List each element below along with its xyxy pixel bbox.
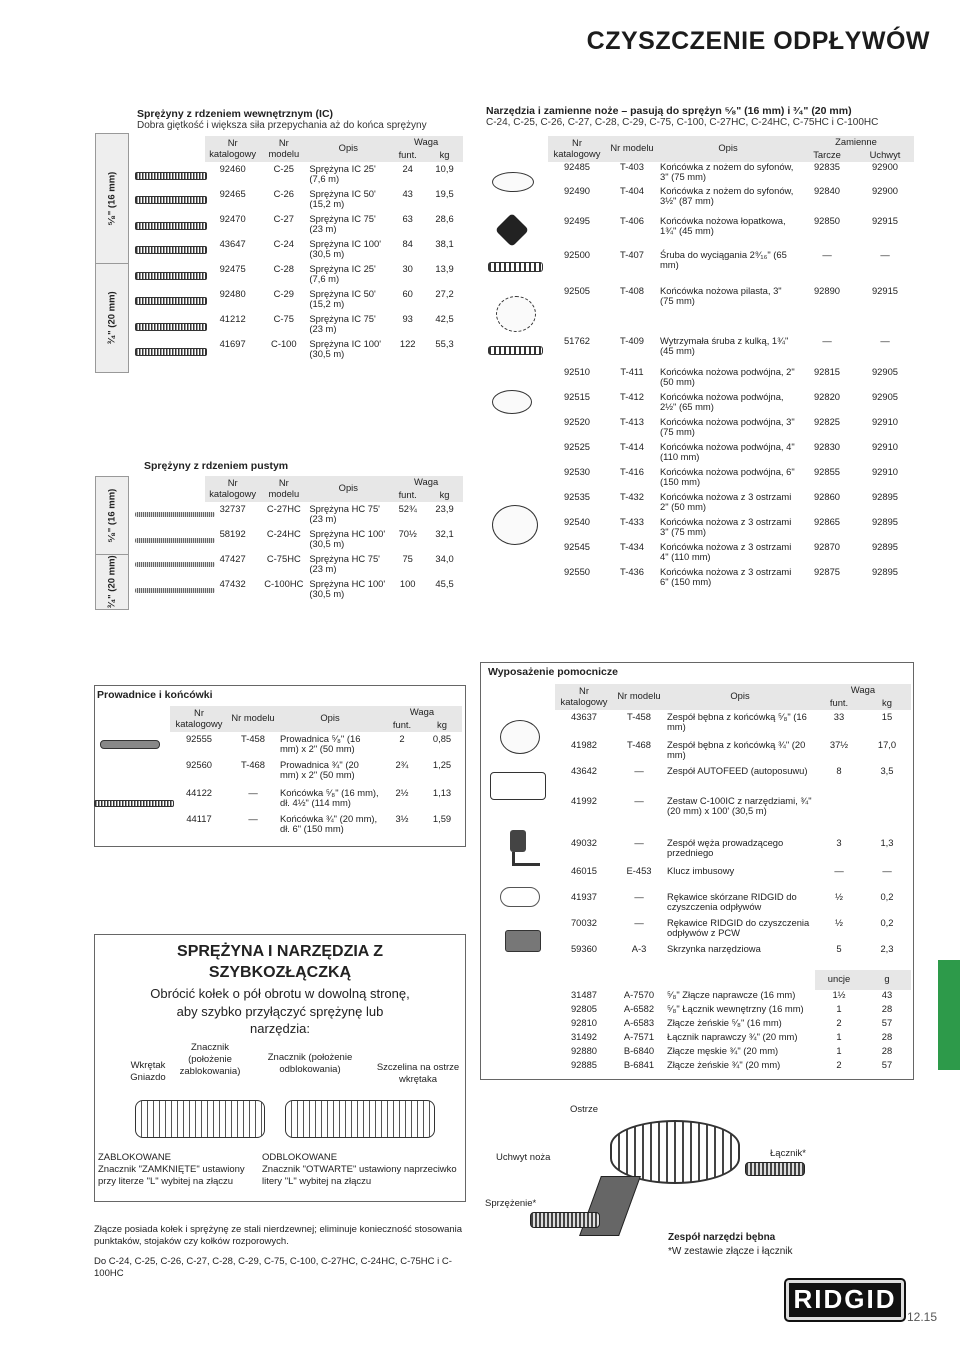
hose-image xyxy=(510,830,526,852)
col-waga: Waga xyxy=(389,476,463,489)
hc-spring-image xyxy=(135,588,215,593)
hollow-spring-table xyxy=(205,476,463,602)
col-opis: Opis xyxy=(278,706,382,732)
label-uchwyt-noza: Uchwyt noża xyxy=(496,1152,551,1163)
col-nr-katalogowy: Nr katalogowy xyxy=(205,476,260,502)
table-row: 70032 — Rękawice RIDGID do czyszczenia odpływów z PCW ½ 0,2 xyxy=(570,916,894,939)
col-opis: Opis xyxy=(307,136,389,162)
ic-spring-image xyxy=(135,272,207,280)
col-opis: Opis xyxy=(658,136,798,162)
guides-section-title: Prowadnice i końcówki xyxy=(97,689,213,701)
col-uncje: uncje xyxy=(815,970,863,990)
table-row xyxy=(555,970,911,990)
col-funt: funt. xyxy=(815,697,863,710)
col-nr-modelu: Nr modelu xyxy=(606,136,658,162)
page-number: 12.15 xyxy=(907,1310,938,1324)
table-row: 47427 C-75HC Sprężyna HC 75' (23 m) 75 34,0 xyxy=(219,552,454,575)
table-row: 92510 T-411 Końcówka nożowa podwójna, 2" (50 mm) 92815 92905 xyxy=(563,365,899,388)
col-opis: Opis xyxy=(307,476,389,502)
ic-spring-image xyxy=(135,196,207,204)
hc-spring-image xyxy=(135,562,215,567)
size-label-20mm: ³⁄₄" (20 mm) xyxy=(106,555,118,609)
table-row: 41697 C-100 Sprężyna IC 100' (30,5 m) 122 55,3 xyxy=(219,337,454,360)
ic-spring-image xyxy=(135,222,207,230)
table-row: 92880 B-6840 Złącze męskie ¾" (20 mm) 1 28 xyxy=(570,1044,893,1056)
table-row: 92540 T-433 Końcówka nożowa z 3 ostrzami 3" (75 mm) 92865 92895 xyxy=(563,515,899,538)
accessories-table xyxy=(555,684,911,1074)
table-row: 41212 C-75 Sprężyna IC 75' (23 m) 93 42,5 xyxy=(219,312,454,335)
page-title: CZYSZCZENIE ODPŁYWÓW xyxy=(586,27,930,55)
three-blade-cutter-image xyxy=(492,505,538,545)
label-wkretak: Wkrętak Gniazdo xyxy=(130,1060,166,1083)
accessories-section-title: Wyposażenie pomocnicze xyxy=(488,666,618,678)
label-lacznik: Łącznik* xyxy=(770,1148,806,1159)
table-row: 92495 T-406 Końcówka nożowa łopatkowa, 1¾" (45 mm) 92850 92915 xyxy=(563,214,899,237)
col-kg: kg xyxy=(426,489,463,502)
table-row: 92485 T-403 Końcówka z nożem do syfonów, 3" (75 mm) 92835 92900 xyxy=(563,160,899,183)
footer-note-2: Do C-24, C-25, C-26, C-27, C-28, C-29, C-75, C-100, C-27HC, C-24HC, C-75HC i C-100HC xyxy=(94,1256,452,1279)
table-row: 46015 E-453 Klucz imbusowy — — xyxy=(570,864,892,876)
quick-title-line1: SPRĘŻYNA I NARZĘDZIA Z xyxy=(177,943,383,960)
col-g: g xyxy=(863,970,911,990)
saw-cutter-image xyxy=(496,296,536,332)
table-row: 92805 A-6582 ⁵⁄₈" Łącznik wewnętrzny (16 mm) 1 28 xyxy=(570,1002,893,1014)
size-label-16mm: ⁵⁄₈" (16 mm) xyxy=(106,488,118,543)
col-kg: kg xyxy=(863,697,911,710)
hc-spring-image xyxy=(135,512,215,517)
table-row: 49032 — Zespół węża prowadzącego przedniego 3 1,3 xyxy=(570,836,894,859)
col-nr-modelu: Nr modelu xyxy=(260,476,307,502)
table-row: 92515 T-412 Końcówka nożowa podwójna, 2½" (65 mm) 92820 92905 xyxy=(563,390,899,413)
col-nr-modelu: Nr modelu xyxy=(228,706,278,732)
drum-caption-note: *W zestawie złącze i łącznik xyxy=(668,1246,793,1257)
ridgid-logo: RIDGID xyxy=(786,1280,904,1320)
label-znacznik-zablokowania: Znacznik (położenie zablokowania) xyxy=(179,1042,241,1077)
table-row: 43642 — Zespół AUTOFEED (autoposuwu) 8 3,5 xyxy=(570,764,894,776)
hollow-section-title: Sprężyny z rdzeniem pustym xyxy=(144,460,289,472)
table-row: 41937 — Rękawice skórzane RIDGID do czyszczenia odpływów ½ 0,2 xyxy=(570,890,894,913)
tools-table xyxy=(548,136,914,592)
double-cutter-image xyxy=(492,390,532,414)
table-row: 31492 A-7571 Łącznik naprawczy ¾" (20 mm) 1 28 xyxy=(570,1030,893,1042)
trap-cutter-image xyxy=(492,172,534,192)
col-nr-katalogowy: Nr katalogowy xyxy=(205,136,260,162)
col-nr-modelu: Nr modelu xyxy=(260,136,307,162)
ic-spring-image xyxy=(135,297,207,305)
table-row: 92535 T-432 Końcówka nożowa z 3 ostrzami 2" (50 mm) 92860 92895 xyxy=(563,490,899,513)
ic-size-sidebar xyxy=(95,133,129,373)
guides-table xyxy=(170,706,462,838)
ic-spring-image xyxy=(135,172,207,180)
table-row: 43637 T-458 Zespół bębna z końcówką ⁵⁄₈" (16 mm) 33 15 xyxy=(570,710,893,733)
ic-spring-image xyxy=(135,246,207,254)
col-kg: kg xyxy=(422,719,462,732)
label-szczelina: Szczelina na ostrze wkrętaka xyxy=(376,1062,460,1085)
connector-image xyxy=(745,1162,805,1176)
table-row: 92460 C-25 Sprężyna IC 25' (7,6 m) 24 10,9 xyxy=(219,162,454,185)
table-row: 92525 T-414 Końcówka nożowa podwójna, 4" (110 mm) 92830 92910 xyxy=(563,440,899,463)
table-row: 41992 — Zestaw C-100IC z narzędziami, ¾" (20 mm) x 100' (30,5 m) xyxy=(570,794,812,817)
hex-key-image xyxy=(512,852,540,866)
ic-spring-image xyxy=(135,323,207,331)
table-row: 41982 T-468 Zespół bębna z końcówką ¾" (20 mm) 37½ 17,0 xyxy=(570,738,897,761)
col-zamienne: Zamienne xyxy=(798,136,914,149)
tools-section-subtitle: C-24, C-25, C-26, C-27, C-28, C-29, C-75, C-100, C-27HC, C-24HC, C-75HC i C-100HC xyxy=(486,117,879,128)
table-row: 47432 C-100HC Sprężyna HC 100' (30,5 m) 100 45,5 xyxy=(219,577,454,600)
coupling-locked-image xyxy=(135,1100,265,1138)
tools-section-title: Narzędzia i zamienne noże – pasują do sprężyn ⁵⁄₈" (16 mm) i ³⁄₄" (20 mm) xyxy=(486,105,852,117)
coupling-unlocked-image xyxy=(285,1100,435,1138)
col-funt: funt. xyxy=(382,719,422,732)
footer-note-1: Złącze posiada kołek i sprężynę ze stali nierdzewnej; eliminuje konieczność stosowania punktaków, stojaków czy kołków rozporowych. xyxy=(94,1224,463,1247)
col-nr-modelu: Nr modelu xyxy=(613,684,665,710)
table-row: 92490 T-404 Końcówka z nożem do syfonów, 3½" (87 mm) 92840 92900 xyxy=(563,184,899,207)
table-row: 92520 T-413 Końcówka nożowa podwójna, 3" (75 mm) 92825 92910 xyxy=(563,415,899,438)
col-nr-katalogowy: Nr katalogowy xyxy=(548,136,606,162)
col-funt: funt. xyxy=(389,489,426,502)
table-row: 92480 C-29 Sprężyna IC 50' (15,2 m) 60 27,2 xyxy=(219,287,454,310)
caption-locked: ZABLOKOWANE Znacznik "ZAMKNIĘTE" ustawiony przy literze "L" wybitej na złączu xyxy=(98,1152,245,1187)
table-row: 32737 C-27HC Sprężyna HC 75' (23 m) 52¾ 23,9 xyxy=(219,502,454,525)
table-row: 92505 T-408 Końcówka nożowa pilasta, 3" (75 mm) 92890 92915 xyxy=(563,284,899,307)
col-waga: Waga xyxy=(382,706,462,719)
section-tab xyxy=(938,960,960,1070)
col-opis: Opis xyxy=(665,684,815,710)
table-row: 51762 T-409 Wytrzymała śruba z kulką, 1¾" (45 mm) — — xyxy=(563,334,890,357)
caption-unlocked: ODBLOKOWANE Znacznik "OTWARTE" ustawiony naprzeciwko litery "L" wybitej na złączu xyxy=(262,1152,457,1187)
col-tarcze: Tarcze xyxy=(798,149,856,162)
col-uchwyt: Uchwyt xyxy=(856,149,914,162)
col-waga: Waga xyxy=(815,684,911,697)
ic-section-title: Sprężyny z rdzeniem wewnętrznym (IC) xyxy=(137,108,334,120)
ic-spring-image xyxy=(135,348,207,356)
table-row: 92470 C-27 Sprężyna IC 75' (23 m) 63 28,6 xyxy=(219,212,454,235)
drum-blade-image xyxy=(610,1120,740,1184)
table-row: 92550 T-436 Końcówka nożowa z 3 ostrzami 6" (150 mm) 92875 92895 xyxy=(563,565,899,588)
quick-coupling-text: Obrócić kołek o pół obrotu w dowolną stronę, aby szybko przyłączyć sprężynę lub narzędzia: xyxy=(150,986,410,1037)
label-sprzezenie: Sprzężenie* xyxy=(485,1198,537,1209)
table-row: 44122 — Końcówka ⁵⁄₈" (16 mm), dł. 4½" (114 mm) 2½ 1,13 xyxy=(185,786,452,809)
col-waga: Waga xyxy=(389,136,463,149)
table-row: 43647 C-24 Sprężyna IC 100' (30,5 m) 84 38,1 xyxy=(219,237,454,260)
leader-image xyxy=(94,800,174,807)
label-znacznik-odblokowania: Znacznik (położenie odblokowania) xyxy=(267,1052,353,1075)
col-funt: funt. xyxy=(389,149,426,162)
autofeed-image xyxy=(490,772,546,800)
hollow-size-sidebar xyxy=(95,476,129,610)
size-label-20mm: ³⁄₄" (20 mm) xyxy=(106,291,118,345)
table-row: 58192 C-24HC Sprężyna HC 100' (30,5 m) 70½ 32,1 xyxy=(219,527,454,550)
table-row: 92545 T-434 Końcówka nożowa z 3 ostrzami 4" (110 mm) 92870 92895 xyxy=(563,540,899,563)
label-ostrze: Ostrze xyxy=(570,1104,598,1115)
table-row: 92530 T-416 Końcówka nożowa podwójna, 6" (150 mm) 92855 92910 xyxy=(563,465,899,488)
size-label-16mm: ⁵⁄₈" (16 mm) xyxy=(106,171,118,226)
table-row: 92560 T-468 Prowadnica ¾" (20 mm) x 2" (50 mm) 2¾ 1,25 xyxy=(185,758,452,781)
drum-image xyxy=(500,720,540,754)
table-row: 92810 A-6583 Złącze żeńskie ⁵⁄₈" (16 mm) 2 57 xyxy=(570,1016,893,1028)
toolbox-image xyxy=(505,930,541,952)
coupling-image xyxy=(530,1212,600,1228)
ic-section-subtitle: Dobra giętkość i większa siła przepychania aż do końca sprężyny xyxy=(137,120,427,131)
table-row: 92465 C-26 Sprężyna IC 50' (15,2 m) 43 19,5 xyxy=(219,187,454,210)
bulb-auger-image xyxy=(488,346,543,355)
table-row: 92475 C-28 Sprężyna IC 25' (7,6 m) 30 13,9 xyxy=(219,262,454,285)
col-nr-katalogowy: Nr katalogowy xyxy=(170,706,228,732)
quick-coupling-title xyxy=(160,942,400,984)
spade-cutter-image xyxy=(495,213,529,247)
gloves-image xyxy=(500,887,540,907)
drum-caption: Zespół narzędzi bębna xyxy=(668,1232,776,1243)
col-nr-katalogowy: Nr katalogowy xyxy=(555,684,613,710)
hc-spring-image xyxy=(135,538,215,543)
quick-title-line2: SZYBKOZŁĄCZKĄ xyxy=(208,963,352,981)
ic-spring-table xyxy=(205,136,463,362)
guide-image xyxy=(100,740,160,749)
retrieving-auger-image xyxy=(488,262,543,272)
table-row: 92500 T-407 Śruba do wyciągania 2⁹⁄₁₆" (65 mm) — — xyxy=(563,248,890,271)
table-row: 92555 T-458 Prowadnica ⁵⁄₈" (16 mm) x 2" (50 mm) 2 0,85 xyxy=(185,732,452,755)
table-row: 44117 — Końcówka ¾" (20 mm), dł. 6" (150 mm) 3½ 1,59 xyxy=(186,812,452,835)
table-row: 59360 A-3 Skrzynka narzędziowa 5 2,3 xyxy=(570,942,894,954)
table-row: 31487 A-7570 ⁵⁄₈" Złącze naprawcze (16 mm) 1½ 43 xyxy=(570,988,893,1000)
col-kg: kg xyxy=(426,149,463,162)
table-row: 92885 B-6841 Złącze żeńskie ¾" (20 mm) 2 57 xyxy=(570,1058,893,1070)
